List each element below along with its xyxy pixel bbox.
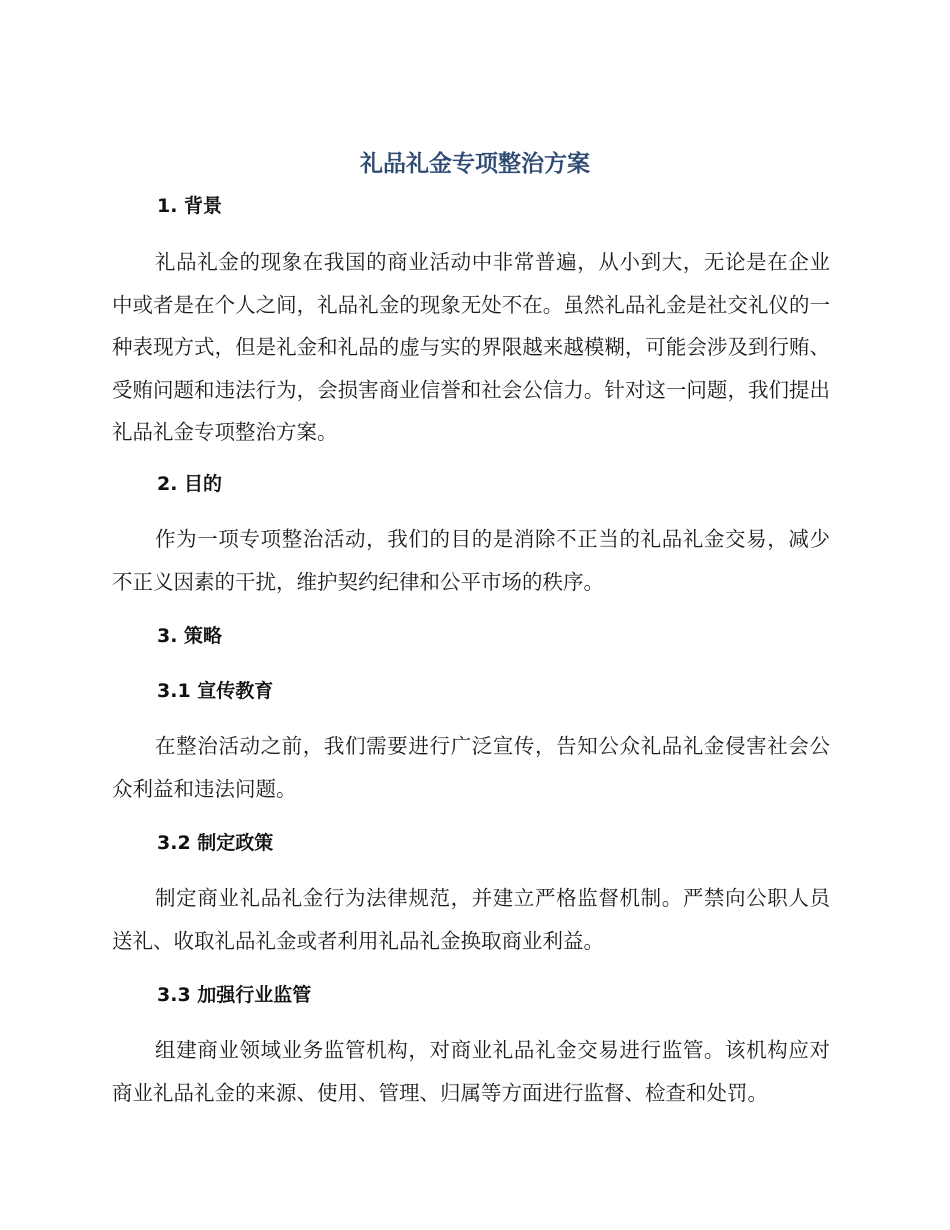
section-heading-supervision: 3.3 加强行业监管 bbox=[157, 984, 312, 1006]
section-paragraph-publicity: 在整治活动之前，我们需要进行广泛宣传，告知公众礼品礼金侵害社会公众利益和违法问题。 bbox=[112, 734, 830, 801]
section-paragraph-policy: 制定商业礼品礼金行为法律规范，并建立严格监督机制。严禁向公职人员送礼、收取礼品礼金或者利用礼品礼金换取商业利益。 bbox=[112, 886, 830, 953]
section-heading-publicity: 3.1 宣传教育 bbox=[157, 680, 274, 702]
section-paragraph-supervision: 组建商业领域业务监管机构，对商业礼品礼金交易进行监管。该机构应对商业礼品礼金的来源、使用、管理、归属等方面进行监督、检查和处罚。 bbox=[112, 1038, 830, 1105]
section-heading-strategy: 3. 策略 bbox=[157, 625, 223, 647]
document-title: 礼品礼金专项整治方案 bbox=[360, 151, 590, 177]
section-paragraph-background: 礼品礼金的现象在我国的商业活动中非常普遍，从小到大，无论是在企业中或者是在个人之间，礼品礼金的现象无处不在。虽然礼品礼金是社交礼仪的一种表现方式，但是礼金和礼品的虚与实的界限越来越模糊，可能会涉及到行贿、受贿问题和违法行为，会损害商业信誉和社会公信力。针对这一问题，我们提出礼品礼金专项整治方案。 bbox=[112, 250, 830, 444]
section-heading-purpose: 2. 目的 bbox=[157, 473, 223, 495]
section-heading-background: 1. 背景 bbox=[157, 195, 223, 217]
section-paragraph-purpose: 作为一项专项整治活动，我们的目的是消除不正当的礼品礼金交易，减少不正义因素的干扰，维护契约纪律和公平市场的秩序。 bbox=[112, 527, 830, 594]
section-heading-policy: 3.2 制定政策 bbox=[157, 832, 274, 854]
